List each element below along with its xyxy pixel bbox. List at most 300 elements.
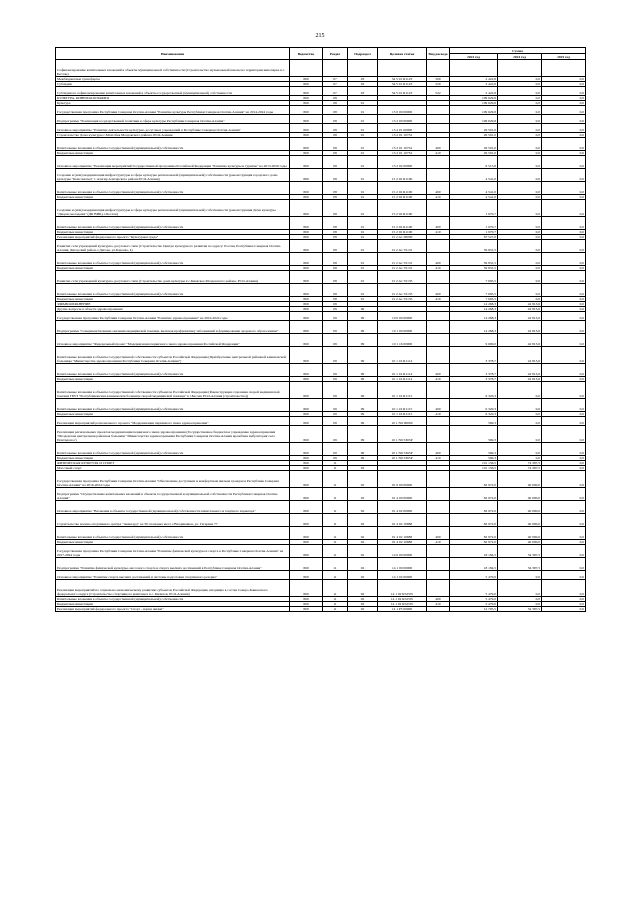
- cell-expense-type: [427, 426, 450, 443]
- cell-2024: 0,0: [498, 253, 542, 266]
- cell-2024: 0,0: [498, 195, 542, 200]
- table-row: [56, 253, 586, 266]
- cell-2025: 0,0: [542, 571, 586, 580]
- cell-2024: 0,0: [498, 115, 542, 124]
- cell-name: Основное мероприятие "Развитие деятельности культурно-досуговых учреждений в Республике Северная Осетия-Алания": [56, 124, 290, 133]
- cell-2025: 0,0: [542, 217, 586, 230]
- cell-2024: 0,0: [498, 426, 542, 443]
- cell-2025: 0,0: [542, 253, 586, 266]
- cell-ministry: 869: [290, 443, 323, 456]
- cell-name: Строительство военно-спортивного центра "Авангард" на 30 спальных мест, г.Владикавказ, ул. Гагарина 77: [56, 514, 290, 527]
- cell-2025: 0,0: [542, 115, 586, 124]
- cell-target: 01 0 00 00000: [378, 471, 427, 488]
- cell-ministry: 869: [290, 321, 323, 334]
- cell-2024: 0,0: [498, 101, 542, 106]
- cell-section: 08: [323, 195, 348, 200]
- cell-ministry: 869: [290, 87, 323, 96]
- cell-target: 15 2 02 R1100: [378, 195, 427, 200]
- cell-section: 11: [323, 545, 348, 558]
- cell-section: 08: [323, 138, 348, 151]
- table-row: [56, 284, 586, 297]
- cell-section: 09: [323, 377, 348, 382]
- cell-2023: 569,3: [450, 417, 498, 426]
- cell-2025: 0,0: [542, 466, 586, 471]
- cell-ministry: 869: [290, 151, 323, 156]
- cell-name: Подпрограмма "Реализация государственной политики в сфере культуры Республики Северная Осетия-Алания": [56, 115, 290, 124]
- cell-2025: 0,0: [542, 82, 586, 87]
- cell-ministry: 869: [290, 514, 323, 527]
- cell-section: 08: [323, 151, 348, 156]
- cell-2024: 0,0: [498, 96, 542, 101]
- cell-name: Субсидии: [56, 82, 290, 87]
- cell-2024: 42 813,6: [498, 347, 542, 364]
- cell-2024: 0,0: [498, 284, 542, 297]
- table-row: [56, 240, 586, 253]
- cell-name: Капитальные вложения в объекты государственной (муниципальной) собственности: [56, 182, 290, 195]
- cell-target: 01 4 02 00000: [378, 501, 427, 514]
- cell-target: 15 2 01 00000: [378, 124, 427, 133]
- cell-2024: 0,0: [498, 266, 542, 271]
- cell-2025: 0,0: [542, 106, 586, 115]
- cell-expense-type: [427, 200, 450, 217]
- cell-2023: 18 184,5: [450, 545, 498, 558]
- cell-name: Создание и (или) модернизация инфраструктуры в сфере культуры региональной (муниципальной) собственности (реконструкция городского дома культуры "Комсомолец" г. Алагир Алагирского района РСО-Алания): [56, 169, 290, 182]
- cell-2023: 14 268,3: [450, 321, 498, 334]
- cell-subsection: 02: [348, 466, 378, 471]
- cell-2023: 2 422,8: [450, 87, 498, 96]
- header-expense-type: Вид расхода: [427, 48, 450, 60]
- cell-target: 15 2 02 00000: [378, 156, 427, 169]
- cell-target: 01 4 02 10688: [378, 527, 427, 540]
- cell-2025: 0,0: [542, 471, 586, 488]
- cell-2024: 0,0: [498, 138, 542, 151]
- cell-2025: 0,0: [542, 456, 586, 461]
- cell-section: 08: [323, 156, 348, 169]
- cell-subsection: 01: [348, 115, 378, 124]
- cell-2025: 0,0: [542, 602, 586, 607]
- cell-2023: 6 320,3: [450, 399, 498, 412]
- cell-name: Капитальные вложения в объекты государственной собственности субъектов Российской Федерации (Приобретение центральной районной клинической больницы "Министерства здравоохранения Республики Северная Осетия-Алания"): [56, 347, 290, 364]
- cell-2024: 0,0: [498, 82, 542, 87]
- cell-subsection: 02: [348, 545, 378, 558]
- cell-ministry: 869: [290, 382, 323, 399]
- header-year-2025: 2025 год: [542, 54, 586, 60]
- cell-2024: 0,0: [498, 271, 542, 284]
- cell-ministry: 869: [290, 101, 323, 106]
- cell-2024: 34 387,5: [498, 558, 542, 571]
- cell-2025: 0,0: [542, 195, 586, 200]
- cell-target: 15 2 01 10732: [378, 133, 427, 138]
- cell-ministry: 869: [290, 597, 323, 602]
- cell-2023: 3 378,7: [450, 347, 498, 364]
- cell-2023: 14 268,3: [450, 302, 498, 307]
- cell-expense-type: 400: [427, 284, 450, 297]
- cell-expense-type: [427, 271, 450, 284]
- cell-2025: 0,0: [542, 284, 586, 297]
- cell-subsection: 09: [348, 347, 378, 364]
- cell-2024: 0,0: [498, 417, 542, 426]
- cell-target: 15 0 00 00000: [378, 106, 427, 115]
- cell-2025: 0,0: [542, 96, 586, 101]
- cell-expense-type: [427, 558, 450, 571]
- cell-name: Бюджетные инвестиции: [56, 195, 290, 200]
- cell-2025: 0,0: [542, 364, 586, 377]
- cell-expense-type: 410: [427, 540, 450, 545]
- cell-section: 08: [323, 96, 348, 101]
- cell-expense-type: 400: [427, 364, 450, 377]
- cell-target: 14 1 02 R525W: [378, 597, 427, 602]
- cell-subsection: 01: [348, 235, 378, 240]
- cell-subsection: 09: [348, 307, 378, 312]
- cell-2024: 0,0: [498, 87, 542, 96]
- cell-subsection: 09: [348, 312, 378, 321]
- cell-ministry: 869: [290, 347, 323, 364]
- header-target: Целевая статья: [378, 48, 427, 60]
- cell-subsection: 02: [348, 527, 378, 540]
- cell-section: 11: [323, 527, 348, 540]
- cell-section: 11: [323, 466, 348, 471]
- table-row: [56, 182, 586, 195]
- cell-2023: 5 479,0: [450, 571, 498, 580]
- cell-ministry: 869: [290, 399, 323, 412]
- cell-name: Подпрограмма "Развитие физической культуры, массового спорта и спорта высших достижений в Республике Северная Осетия-Алания": [56, 558, 290, 571]
- cell-expense-type: 400: [427, 253, 450, 266]
- header-name: Наименование: [56, 48, 290, 60]
- cell-target: 10 1 N9 5365P: [378, 456, 427, 461]
- cell-2024: 0,0: [498, 412, 542, 417]
- cell-section: 11: [323, 571, 348, 580]
- cell-name: Капитальные вложения в объекты государственной (муниципальной) собственности: [56, 284, 290, 297]
- cell-subsection: 03: [348, 77, 378, 82]
- table-row: [56, 488, 586, 501]
- cell-section: 08: [323, 124, 348, 133]
- cell-2025: 0,0: [542, 169, 586, 182]
- cell-name: Основное мероприятие "Развитие спорта высших достижений и системы подготовки спортивного резерва": [56, 571, 290, 580]
- cell-name: Бюджетные инвестиции: [56, 266, 290, 271]
- cell-2024: 42 813,6: [498, 307, 542, 312]
- cell-name: Капитальные вложения в объекты государственной (муниципальной) собственности: [56, 399, 290, 412]
- cell-subsection: 09: [348, 321, 378, 334]
- cell-expense-type: 520: [427, 82, 450, 87]
- cell-name: Бюджетные инвестиции: [56, 412, 290, 417]
- cell-section: 08: [323, 200, 348, 217]
- cell-2024: 0,0: [498, 580, 542, 597]
- cell-2024: 34 387,5: [498, 545, 542, 558]
- header-ministry: Ведомство: [290, 48, 323, 60]
- cell-subsection: 01: [348, 200, 378, 217]
- cell-2025: 0,0: [542, 271, 586, 284]
- cell-name: Другие вопросы в области здравоохранения: [56, 307, 290, 312]
- cell-subsection: 02: [348, 571, 378, 580]
- cell-section: 08: [323, 106, 348, 115]
- cell-target: 14 1 02 00000: [378, 571, 427, 580]
- cell-2023: 6 515,8: [450, 156, 498, 169]
- cell-ministry: 869: [290, 230, 323, 235]
- cell-2025: 0,0: [542, 138, 586, 151]
- cell-section: 08: [323, 271, 348, 284]
- cell-2023: 1 970,7: [450, 200, 498, 217]
- cell-2023: 67 527,0: [450, 235, 498, 240]
- table-row: [56, 514, 586, 527]
- cell-2024: 42 813,6: [498, 302, 542, 307]
- cell-2025: 0,0: [542, 540, 586, 545]
- cell-subsection: 01: [348, 284, 378, 297]
- table-row: [56, 115, 586, 124]
- cell-2024: 0,0: [498, 133, 542, 138]
- cell-target: 10 0 00 00000: [378, 312, 427, 321]
- cell-2024: 0,0: [498, 106, 542, 115]
- cell-target: 15 2 A1 55131: [378, 240, 427, 253]
- cell-subsection: 09: [348, 377, 378, 382]
- cell-section: 09: [323, 307, 348, 312]
- cell-2025: [542, 60, 586, 77]
- cell-2025: 0,0: [542, 133, 586, 138]
- cell-ministry: 869: [290, 461, 323, 466]
- cell-section: 08: [323, 133, 348, 138]
- cell-2023: 6 320,3: [450, 382, 498, 399]
- cell-section: 11: [323, 607, 348, 612]
- cell-ministry: 869: [290, 602, 323, 607]
- cell-subsection: 09: [348, 399, 378, 412]
- cell-section: 11: [323, 580, 348, 597]
- cell-2023: 12 705,5: [450, 607, 498, 612]
- cell-subsection: 01: [348, 138, 378, 151]
- cell-ministry: 869: [290, 456, 323, 461]
- cell-subsection: 01: [348, 124, 378, 133]
- cell-2023: 82 972,0: [450, 501, 498, 514]
- cell-2024: 0,0: [498, 240, 542, 253]
- cell-section: 08: [323, 101, 348, 106]
- cell-target: 10 1 16 00000: [378, 334, 427, 347]
- cell-2024: 42 813,6: [498, 364, 542, 377]
- cell-subsection: 01: [348, 271, 378, 284]
- cell-expense-type: [427, 169, 450, 182]
- cell-ministry: 869: [290, 558, 323, 571]
- cell-2025: 0,0: [542, 597, 586, 602]
- cell-expense-type: 410: [427, 230, 450, 235]
- cell-section: 09: [323, 321, 348, 334]
- cell-name: Развитие сети учреждений культурно-досугового типа (Строительство Центра культурного развития по адресу: Россия, Республика Северная Осетия-Алания, Дигорский район, г.Дигора, ул.Бароева, 4): [56, 240, 290, 253]
- cell-2023: 2 422,8: [450, 82, 498, 87]
- cell-section: 09: [323, 382, 348, 399]
- cell-2025: 0,0: [542, 334, 586, 347]
- cell-2023: 82 972,0: [450, 527, 498, 540]
- cell-section: 08: [323, 115, 348, 124]
- cell-2025: 0,0: [542, 182, 586, 195]
- cell-section: 11: [323, 597, 348, 602]
- cell-section: 07: [323, 87, 348, 96]
- cell-target: 15 2 01 10732: [378, 151, 427, 156]
- cell-expense-type: [427, 124, 450, 133]
- cell-2024: 0,0: [498, 200, 542, 217]
- cell-2025: 0,0: [542, 101, 586, 106]
- cell-name: Государственная программа Республики Северная Осетия-Алания "Обеспечение доступным и комфортным жильем граждан в Республике Северная Осетия-Алания" на 2016-2024 годы: [56, 471, 290, 488]
- cell-ministry: 869: [290, 334, 323, 347]
- cell-ministry: 869: [290, 195, 323, 200]
- cell-ministry: 869: [290, 417, 323, 426]
- cell-name: Реализация мероприятий федерального проекта "Культурная среда": [56, 235, 290, 240]
- cell-expense-type: 410: [427, 151, 450, 156]
- table-row: [56, 382, 586, 399]
- cell-2024: 0,0: [498, 597, 542, 602]
- cell-subsection: 09: [348, 412, 378, 417]
- cell-target: 15 2 A1 55131: [378, 253, 427, 266]
- cell-subsection: 01: [348, 240, 378, 253]
- table-row: [56, 169, 586, 182]
- cell-2023: 26 591,0: [450, 138, 498, 151]
- cell-ministry: 869: [290, 527, 323, 540]
- table-row: [56, 347, 586, 364]
- cell-target: 34 5 01 R1123: [378, 77, 427, 82]
- cell-subsection: 02: [348, 558, 378, 571]
- table-row: [56, 156, 586, 169]
- cell-2023: 5 479,0: [450, 602, 498, 607]
- cell-subsection: 02: [348, 580, 378, 597]
- cell-2023: 569,3: [450, 443, 498, 456]
- cell-target: 15 2 A1 55135: [378, 284, 427, 297]
- cell-2025: 0,0: [542, 527, 586, 540]
- cell-name: ФИЗИЧЕСКАЯ КУЛЬТУРА И СПОРТ: [56, 461, 290, 466]
- budget-table: [55, 47, 586, 612]
- cell-subsection: 03: [348, 82, 378, 87]
- cell-subsection: 03: [348, 87, 378, 96]
- cell-name: Реализация мероприятий федерального проекта "Спорт - норма жизни": [56, 607, 290, 612]
- cell-2025: 0,0: [542, 297, 586, 302]
- cell-ministry: 869: [290, 312, 323, 321]
- cell-subsection: 01: [348, 156, 378, 169]
- cell-expense-type: 522: [427, 87, 450, 96]
- cell-subsection: 01: [348, 133, 378, 138]
- cell-2024: 40 000,0: [498, 501, 542, 514]
- cell-name: Капитальные вложения в объекты государственной (муниципальной) собственности: [56, 527, 290, 540]
- cell-2025: 0,0: [542, 307, 586, 312]
- cell-2025: 0,0: [542, 488, 586, 501]
- cell-section: 08: [323, 284, 348, 297]
- cell-2025: 0,0: [542, 545, 586, 558]
- cell-name: Субсидии на софинансирование капитальных вложений в объекты государственной (муниципальной) собственности: [56, 87, 290, 96]
- cell-target: 10 1 00 00000: [378, 321, 427, 334]
- cell-expense-type: 410: [427, 602, 450, 607]
- cell-target: 10 1 N9 00000: [378, 417, 427, 426]
- table-row: [56, 124, 586, 133]
- cell-2023: 14 268,3: [450, 312, 498, 321]
- cell-2024: 0,0: [498, 217, 542, 230]
- cell-expense-type: [427, 488, 450, 501]
- cell-name: Капитальные вложения в объекты государственной (муниципальной) собственности: [56, 364, 290, 377]
- cell-name: Строительство Дома культуры с.Малгобек Моздокского района, РСО-Алания: [56, 133, 290, 138]
- table-row: [56, 545, 586, 558]
- cell-target: 10 1 16 R1115: [378, 412, 427, 417]
- cell-target: 15 2 A1 55135: [378, 297, 427, 302]
- cell-ministry: 869: [290, 240, 323, 253]
- cell-section: 11: [323, 471, 348, 488]
- cell-name: Капитальные вложения в объекты государственной (муниципальной) собственности: [56, 253, 290, 266]
- cell-2025: 0,0: [542, 151, 586, 156]
- cell-ministry: 869: [290, 96, 323, 101]
- cell-2023: 569,3: [450, 426, 498, 443]
- cell-ministry: 869: [290, 106, 323, 115]
- cell-name: Капитальные вложения в объекты государственной собственности субъектов Российской Федерации (Реконструкция отделения скорой медицинской помощи ГБУЗ "Республиканская клиническая больница скорой медицинской помощи" в г.Беслан РСО-Алания (строительство)): [56, 382, 290, 399]
- cell-2025: 0,0: [542, 607, 586, 612]
- cell-ministry: 869: [290, 77, 323, 82]
- cell-2023: 4 541,0: [450, 182, 498, 195]
- cell-2025: 0,0: [542, 417, 586, 426]
- cell-2024: 0,0: [498, 235, 542, 240]
- table-row: [56, 501, 586, 514]
- table-row: [56, 271, 586, 284]
- cell-2023: [450, 60, 498, 77]
- cell-section: 09: [323, 364, 348, 377]
- cell-2023: 82 972,0: [450, 488, 498, 501]
- table-row: [56, 364, 586, 377]
- cell-2024: 74 387,5: [498, 461, 542, 466]
- cell-expense-type: [427, 347, 450, 364]
- cell-target: [378, 60, 427, 77]
- cell-section: 08: [323, 217, 348, 230]
- cell-2024: 42 813,6: [498, 377, 542, 382]
- header-year-2023: 2023 год: [450, 54, 498, 60]
- cell-ministry: 869: [290, 540, 323, 545]
- cell-ministry: 869: [290, 253, 323, 266]
- cell-target: 10 1 N9 5365P: [378, 443, 427, 456]
- table-row: [56, 312, 586, 321]
- cell-2024: 0,0: [498, 399, 542, 412]
- cell-name: Софинансирование капитальных вложений в объекты муниципальной собственности (Строительство музыкальной школы на территории кинопарка в г. Беслан): [56, 60, 290, 77]
- cell-section: 09: [323, 302, 348, 307]
- cell-2023: 109 629,8: [450, 96, 498, 101]
- cell-name: Реализация региональных проектов модернизации первичного звена здравоохранения (Государственное бюджетное учреждение здравоохранения "Моздокская центральная районная больница" Министерства здравоохранения Республики Северная Осетия-Алания врачебная амбулатория села Понтидонос): [56, 426, 290, 443]
- table-row: [56, 417, 586, 426]
- cell-2023: 7 695,5: [450, 284, 498, 297]
- cell-subsection: 09: [348, 334, 378, 347]
- table-row: [56, 200, 586, 217]
- cell-ministry: 869: [290, 545, 323, 558]
- cell-2024: 34 387,5: [498, 607, 542, 612]
- cell-2025: 0,0: [542, 558, 586, 571]
- cell-target: 10 1 16 R1114: [378, 364, 427, 377]
- cell-ministry: [290, 60, 323, 77]
- cell-2023: 101 156,5: [450, 466, 498, 471]
- cell-expense-type: 400: [427, 399, 450, 412]
- cell-expense-type: [427, 501, 450, 514]
- cell-subsection: 01: [348, 266, 378, 271]
- table-row: [56, 399, 586, 412]
- cell-ministry: 869: [290, 266, 323, 271]
- cell-2025: 0,0: [542, 412, 586, 417]
- cell-2023: 101 156,5: [450, 461, 498, 466]
- cell-section: 07: [323, 82, 348, 87]
- cell-section: 11: [323, 488, 348, 501]
- table-row: [56, 217, 586, 230]
- cell-ministry: 869: [290, 217, 323, 230]
- cell-subsection: 01: [348, 253, 378, 266]
- cell-section: 11: [323, 501, 348, 514]
- cell-name: Бюджетные инвестиции: [56, 540, 290, 545]
- cell-ministry: 869: [290, 124, 323, 133]
- cell-expense-type: [427, 545, 450, 558]
- cell-section: 08: [323, 235, 348, 240]
- cell-ministry: 869: [290, 302, 323, 307]
- cell-2025: 0,0: [542, 321, 586, 334]
- cell-subsection: 02: [348, 471, 378, 488]
- cell-name: КУЛЬТУРА, КИНЕМАТОГРАФИЯ: [56, 96, 290, 101]
- cell-expense-type: 500: [427, 77, 450, 82]
- cell-expense-type: [427, 115, 450, 124]
- cell-2025: 0,0: [542, 377, 586, 382]
- cell-subsection: 02: [348, 501, 378, 514]
- cell-name: Реализация мероприятий по социально-экономическому развитию субъектов Российской Федерации, входящих в состав Северо-Кавказского федерального округа (Строительство спортивного комплекса в с. Кизилов, РСО-Алания): [56, 580, 290, 597]
- cell-name: Реализация мероприятий регионального проекта "Модернизация первичного звена здравоохранения": [56, 417, 290, 426]
